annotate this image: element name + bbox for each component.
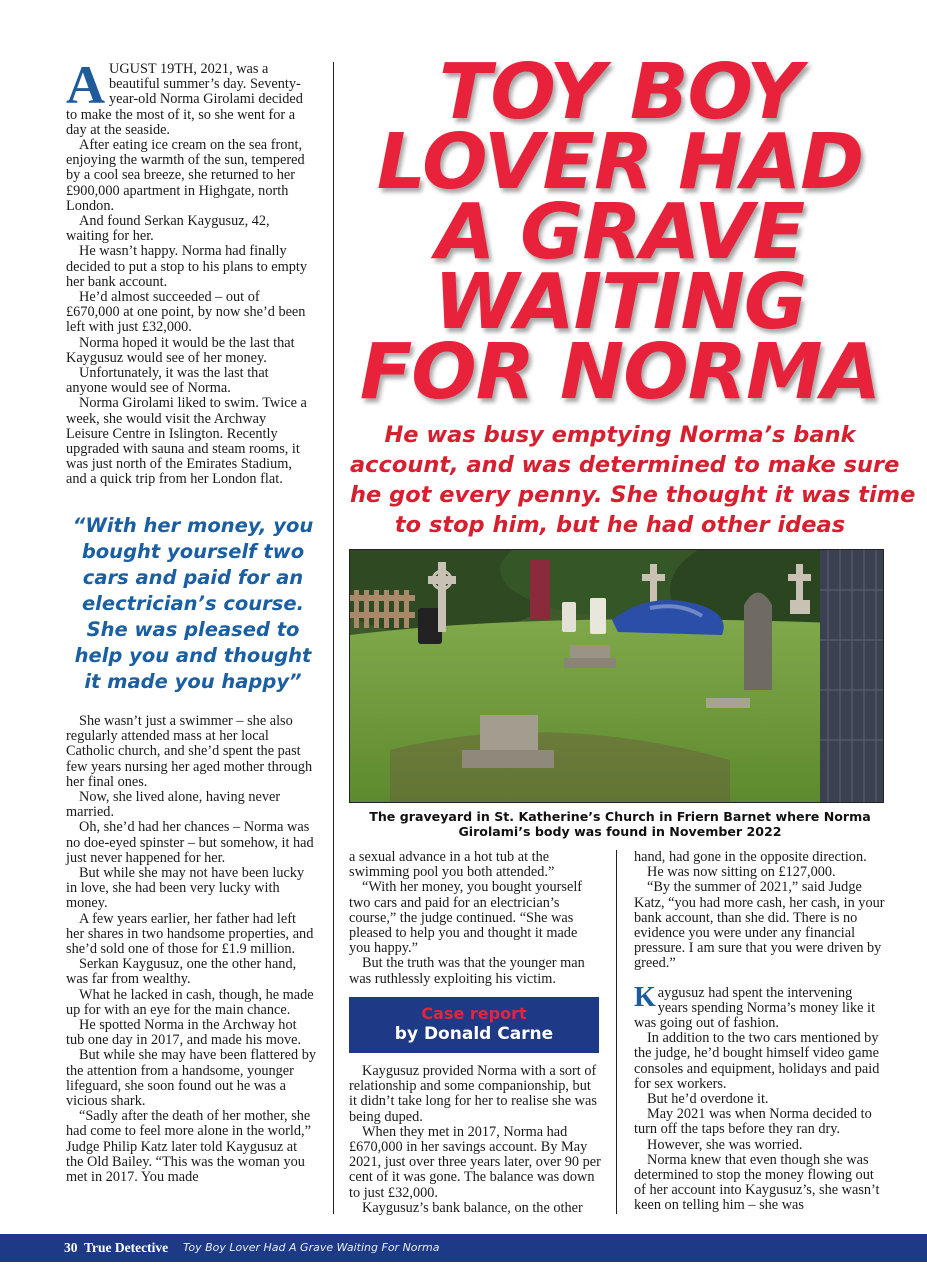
paragraph	[634, 981, 886, 1032]
article-column-3	[634, 850, 886, 1214]
pull-quote-line: cars and paid for an	[82, 566, 304, 589]
paragraph: Oh, she’d had her chances – Norma was no doe-eyed spinster – but somehow, it had just never happened for her.	[66, 819, 314, 866]
paragraph: “By the summer of 2021,” said Judge Katz, “you had more cash, her cash, in your bank account, than she did. There is no evidence you were under any financial pressure. I am sure that you were driven by greed.”	[634, 879, 885, 972]
graveyard-photo	[349, 549, 884, 803]
paragraph: However, she was worried.	[647, 1136, 803, 1153]
paragraph: Unfortunately, it was the last that anyone would see of Norma.	[66, 365, 269, 397]
headline-line: TOY BOY	[438, 48, 802, 137]
headline	[350, 48, 890, 417]
paragraph: May 2021 was when Norma decided to turn off the taps before they ran dry.	[634, 1106, 872, 1138]
paragraph-text: aygusuz had spent the intervening years spending Norma’s money like it was going out of fashion.	[634, 984, 875, 1032]
page-footer	[0, 1234, 927, 1262]
paragraph: Kaygusuz provided Norma with a sort of relationship and some companionship, but it didn’t take long for her to realise she was being duped.	[349, 1063, 597, 1125]
paragraph: He’d almost succeeded – out of £670,000 at one point, by now she’d been left with just £32,000.	[66, 289, 306, 336]
column-rule	[616, 850, 617, 1214]
caption-line: Girolami’s body was found in November 2022	[458, 824, 782, 839]
byline-author: by Donald Carne	[394, 1024, 554, 1044]
paragraph: “Sadly after the death of her mother, she had come to feel more alone in the world,” Judge Philip Katz later told Kaygusuz at the Old Bailey. “This was the woman you met in 2017. You made	[66, 1108, 311, 1186]
pull-quote-line: help you and thought	[74, 644, 312, 667]
paragraph: But he’d overdone it.	[647, 1091, 769, 1108]
paragraph: Kaygusuz’s bank balance, on the other	[362, 1199, 583, 1216]
paragraph: UGUST 19TH, 2021, was a beautiful summer’s day. Seventy-year-old Norma Girolami decided to make the most of it, so she went for a day at the seaside.	[66, 61, 303, 138]
headline-line: FOR NORMA	[359, 328, 881, 417]
article-column-2-bottom	[349, 1064, 601, 1216]
byline-kicker: Case report	[421, 1004, 527, 1023]
graveyard-illustration	[350, 550, 884, 803]
article-column-2-top	[349, 850, 601, 987]
paragraph: “With her money, you bought yourself two cars and paid for an electrician’s course,” the judge continued. “She was pleased to help you and thought it made you happy.”	[349, 879, 583, 957]
standfirst	[350, 420, 916, 540]
paragraph: What he lacked in cash, though, he made up for with an eye for the main chance.	[66, 986, 314, 1018]
column-rule	[333, 62, 334, 1214]
paragraph: After eating ice cream on the sea front, enjoying the warmth of the sun, tempered by a cool sea breeze, she returned to her £900,000 apartment in Highgate, north London.	[66, 137, 305, 214]
pull-quote	[62, 513, 324, 695]
pull-quote-line: “With her money, you	[72, 514, 314, 537]
paragraph: hand, had gone in the opposite direction.	[634, 849, 867, 865]
paragraph: A few years earlier, her father had left her shares in two handsome properties, and she’d sold one of those for £1.9 million.	[66, 910, 314, 958]
paragraph: When they met in 2017, Norma had £670,000 in her savings account. By May 2021, just over three years later, over 90 per cent of it was gone. The balance was down to just £32,000.	[349, 1123, 601, 1201]
paragraph: But while she may not have been lucky in love, she had been very lucky with money.	[66, 865, 305, 912]
drop-cap: K	[634, 981, 656, 1013]
pull-quote-line: it made you happy”	[84, 670, 302, 693]
paragraph: But while she may have been flattered by the attention from a handsome, younger lifeguard, she soon found out he was a vicious shark.	[66, 1047, 317, 1110]
drop-cap: A	[66, 55, 105, 115]
paragraph: Norma hoped it would be the last that Kaygusuz would see of her money.	[66, 334, 295, 366]
paragraph: a sexual advance in a hot tub at the swimming pool you both attended.”	[349, 849, 555, 881]
paragraph: Now, she lived alone, having never married.	[66, 789, 281, 821]
caption-line: The graveyard in St. Katherine’s Church in Friern Barnet where Norma	[369, 809, 871, 824]
byline-box	[349, 997, 599, 1053]
standfirst-line: to stop him, but he had other ideas	[394, 512, 846, 538]
paragraph: In addition to the two cars mentioned by the judge, he’d bought himself video game consoles and equipment, holidays and paid for sex workers.	[634, 1030, 880, 1092]
paragraph: Norma knew that even though she was determined to stop the money flowing out of her account into Kaygusuz’s, she wasn’t keen on telling him – she was	[634, 1151, 880, 1214]
paragraph: He was now sitting on £127,000.	[647, 864, 836, 881]
pull-quote-line: She was pleased to	[86, 618, 300, 641]
magazine-name: True Detective	[84, 1240, 169, 1255]
page-number: 30	[64, 1240, 78, 1255]
paragraph: And found Serkan Kaygusuz, 42, waiting for her.	[66, 213, 270, 245]
standfirst-line: account, and was determined to make sure	[350, 452, 900, 478]
article-column-1-bottom	[66, 714, 316, 1185]
headline-line: WAITING	[433, 258, 807, 347]
pull-quote-line: bought yourself two	[81, 540, 305, 563]
paragraph: Norma Girolami liked to swim. Twice a week, she would visit the Archway Leisure Centre in Islington. Recently upgraded with sauna and steam rooms, it was just north of the Emirates Stadium, and a quick trip from her London flat.	[66, 395, 307, 488]
paragraph: Serkan Kaygusuz, one the other hand, was far from wealthy.	[66, 956, 297, 988]
photo-caption	[350, 809, 890, 839]
paragraph: He wasn’t happy. Norma had finally decided to put a stop to his plans to empty her bank account.	[66, 243, 308, 290]
paragraph: She wasn’t just a swimmer – she also regularly attended mass at her local Catholic church, and she’d spent the past few years nursing her aged mother through her final ones.	[66, 713, 313, 790]
paragraph: But the truth was that the younger man was ruthlessly exploiting his victim.	[349, 955, 585, 987]
headline-line: LOVER HAD	[376, 118, 864, 207]
paragraph: He spotted Norma in the Archway hot tub one day in 2017, and made his move.	[66, 1017, 302, 1049]
article-column-1-top	[66, 55, 312, 488]
pull-quote-line: electrician’s course.	[81, 592, 305, 615]
headline-line: A GRAVE	[435, 188, 805, 277]
footer-article-title: Toy Boy Lover Had A Grave Waiting For Norma	[183, 1241, 440, 1254]
standfirst-line: he got every penny. She thought it was time	[350, 482, 916, 508]
standfirst-line: He was busy emptying Norma’s bank	[384, 422, 856, 448]
